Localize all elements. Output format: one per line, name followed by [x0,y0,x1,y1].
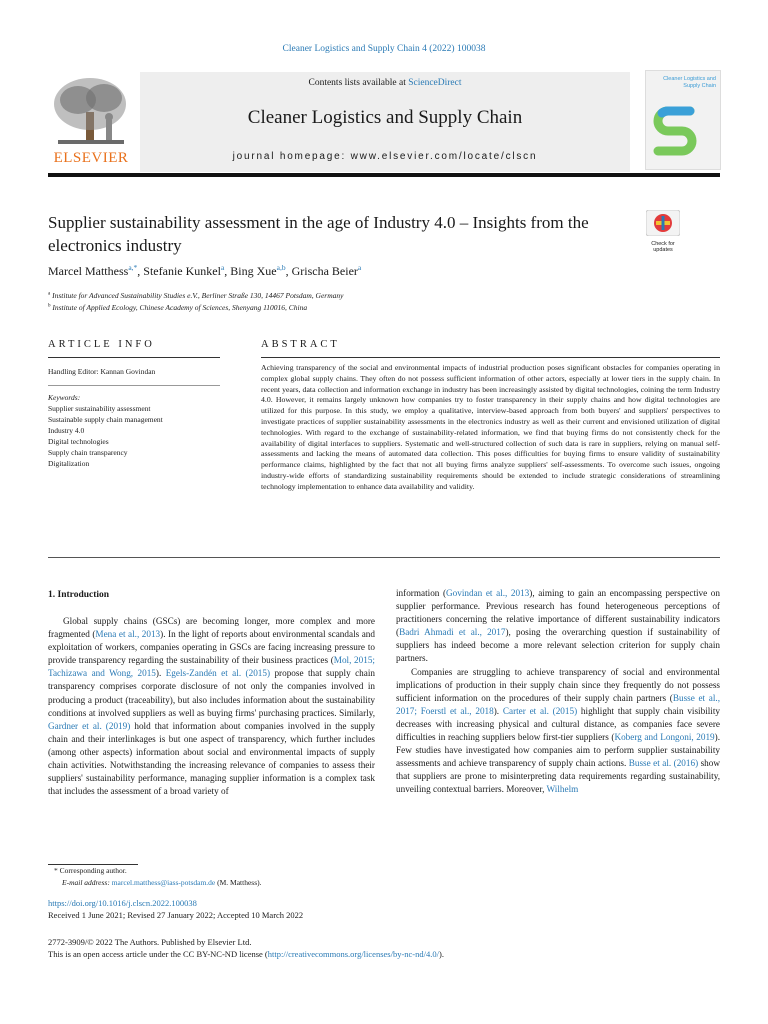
abstract-bottom-rule [48,557,720,558]
affiliation-text: Institute of Applied Ecology, Chinese Academy of Sciences, Shenyang 110016, China [52,303,308,312]
email-label: E-mail address: [62,878,110,887]
header-rule [48,173,720,177]
abstract-rule [261,357,720,358]
body-column-right [396,587,720,797]
affiliation-mark: a [48,291,51,297]
email-suffix: (M. Matthess). [217,878,262,887]
journal-name: Cleaner Logistics and Supply Chain [247,107,523,128]
journal-reference[interactable]: Cleaner Logistics and Supply Chain 4 (2022) 100038 [282,44,486,54]
issn-copyright: 2772-3909/© 2022 The Authors. Published by Elsevier Ltd. [48,937,252,947]
cover-title: Cleaner Logistics and Supply Chain [663,76,716,89]
article-title: Supplier sustainability assessment in the age of Industry 4.0 – Insights from the electronics industry [48,213,589,255]
publisher-name[interactable]: ELSEVIER [53,150,129,166]
keyword: Sustainable supply chain management [48,415,163,424]
email-link[interactable]: marcel.matthess@iass-potsdam.de [111,878,216,887]
author-name[interactable]: Stefanie Kunkel [143,264,221,278]
citation-link[interactable]: Badri Ahmadi et al., 2017 [399,627,506,638]
paragraph [396,666,720,797]
keyword: Industry 4.0 [48,426,85,435]
citation-link[interactable]: Koberg and Longoni, 2019 [614,732,715,743]
citation-link[interactable]: Govindan et al., 2013 [446,588,530,598]
corresponding-author-note: * Corresponding author. [54,866,127,875]
author-affiliation-mark[interactable]: a,b [276,263,286,272]
cover-s-logo-icon [650,99,700,165]
citation-link[interactable]: Mena et al., 2013 [95,629,161,640]
affiliation [48,303,307,312]
article-info-heading: ARTICLE INFO [48,339,155,350]
body-text: ). [155,668,166,679]
crossmark-label: Check for updates [651,241,675,253]
body-text: ), aiming to gain an encompassing perspective on supplier performance. Previous research has found heterogeneous perceptions of practitioners concerning the relative importance of different sustainability indicators ( [396,588,720,638]
journal-homepage[interactable]: journal homepage: www.elsevier.com/locate/clscn [232,151,538,162]
author-name[interactable]: Marcel Matthess [48,264,129,278]
author-list: Marcel Matthess$^{a,*}$, Stefanie Kunkel$^a$, Bing Xue$^{a,b}$, Grischa Beier$^a$ [48,263,362,278]
license-suffix: ). [439,949,444,959]
abstract-text: Achieving transparency of the social and environmental impacts of industrial production poses significant obstacles for companies operating in complex global supply chains. They often do not possess sufficient information of other actors, especially at lower tiers in the supply chain. In recent years, data collection and information exchange in industry has been increasingly assisted by digital technologies, coining the term Industry 4.0. However, it remains largely unknown how companies try to foster transparency in their supply chains and how digital technologies are utilized for this purpose. In this study, we employ a qualitative, interview-based approach from both buyers' and suppliers' perspectives to investigate practices of supplier sustainability assessments in the electronics industry as well as their current and envisioned utilization of digital technologies. With regard to the exchange of sustainability-related information, we find that buying firms do not consistently check for the availability of digital interfaces to suppliers. Systematic and well-structured collection of such data is rare in suppliers, relying on manual self-assessments and lacking the means of automated data collection. This poses difficulties for buying firms to ensure validity of sustainability performance claims, highlighted by the fact that not all buying firms analyze suppliers' self-assessments. To overcome such issues, ongoing industry-wide efforts of standardizing sustainability requirements should be extended to include strategic considerations of streamlining technology implementation to enhance data availability and validity. [261,363,720,491]
received-dates: Received 1 June 2021; Revised 27 January 2022; Accepted 10 March 2022 [48,910,304,920]
body-text: ). Few studies have investigated how companies aim to perform supplier sustainability assessments and achieve transparency of supply chain actions. [396,732,720,769]
keyword: Digitalization [48,459,90,468]
author-affiliation-mark[interactable]: a [357,263,362,272]
license-note [48,949,444,959]
body-text: Companies are struggling to achieve transparency of social and environmental implications of production in their supply chain since they frequently do not possess sufficient information on the procedures of their supply chain partners ( [396,666,720,703]
footnote-rule [48,864,138,865]
author-name[interactable]: Grischa Beier [291,264,358,278]
body-column-left [48,615,375,798]
citation-link[interactable]: Gardner et al. (2019) [48,720,131,731]
paragraph [48,615,375,798]
author-name[interactable]: Bing Xue [230,264,277,278]
contents-prefix: Contents lists available at [308,78,409,88]
license-prefix: This is an open access article under the CC BY-NC-ND license ( [48,949,268,959]
body-text: hold that information about companies involved in the supply chain and their interlinkages is but one aspect of transparency, which further includes (among other aspects) information about social and environmental impacts of supply chain activities. Notwithstanding the increasing relevance of companies to assess their suppliers' sustainability performance, managing supplier information is a complex task that includes the assessment of a broad variety of [48,720,375,797]
contents-line [140,78,630,88]
body-text: propose that supply chain transparency comprises corporate disclosure of not only the companies involved in producing a product (traceability), but also includes information about the sustainability conditions at involved suppliers as well as buying firms' purchasing practices. Similarly, [48,668,375,718]
article-info-divider [48,385,220,386]
citation-link[interactable]: Mol, 2015; Tachizawa and Wong, 2015 [48,655,375,679]
body-text: ). [493,705,503,716]
keyword: Supplier sustainability assessment [48,404,151,413]
body-text: ). In the light of reports about environmental scandals and exploitation of workers, companies operating in GSCs are facing increasing pressure to provide transparency regarding the sustainability of their business practices ( [48,629,375,666]
body-text: ), posing the overarching question if sustainability of suppliers has indeed become a more relevant selection criterion for supply chain partners. [396,627,720,664]
paragraph [396,587,720,666]
sciencedirect-link[interactable]: ScienceDirect [408,78,462,88]
keyword: Digital technologies [48,437,109,446]
author-affiliation-mark[interactable]: a [220,263,225,272]
crossmark-icon [646,210,680,236]
affiliation [48,291,343,300]
keywords-block [48,392,218,469]
section-heading-introduction: 1. Introduction [48,590,110,600]
citation-link[interactable]: Egels-Zandén et al. (2015) [165,668,271,679]
keyword: Supply chain transparency [48,448,128,457]
license-link[interactable]: http://creativecommons.org/licenses/by-nc-nd/4.0/ [267,949,439,959]
author-affiliation-mark[interactable]: a,* [128,263,138,272]
citation-link[interactable]: Busse et al. (2016) [628,758,699,769]
article-info-rule [48,357,220,358]
body-text: highlight that supply chain visibility decreases with increasing physical and cultural distance, as companies face severe difficulties in reaching suppliers below first-tier suppliers ( [396,705,720,743]
citation-link[interactable]: Busse et al., 2017; Foerstl et al., 2018 [396,692,720,716]
doi-link[interactable]: https://doi.org/10.1016/j.clscn.2022.100038 [48,898,197,908]
check-for-updates-badge[interactable] [646,210,680,253]
journal-cover[interactable] [645,70,721,170]
affiliation-mark: b [48,303,51,309]
affiliation-text: Institute for Advanced Sustainability Studies e.V., Berliner Straße 130, 14467 Potsdam, Germany [52,291,344,300]
email-note [62,878,262,887]
body-text: show that suppliers are prone to misinterpreting data requirements regarding sustainability, unveiling contextual barriers. Moreover, [396,758,720,795]
citation-link[interactable]: Carter et al. (2015) [502,705,578,716]
body-text: information ( [396,588,447,598]
citation-link[interactable]: Wilhelm [546,784,579,795]
keywords-label: Keywords: [48,393,81,402]
handling-editor: Handling Editor: Kannan Govindan [48,367,156,376]
body-text: Global supply chains (GSCs) are becoming longer, more complex and more fragmented ( [48,616,375,640]
corresponding-label: Corresponding author. [59,866,127,875]
abstract-heading: ABSTRACT [261,339,340,350]
